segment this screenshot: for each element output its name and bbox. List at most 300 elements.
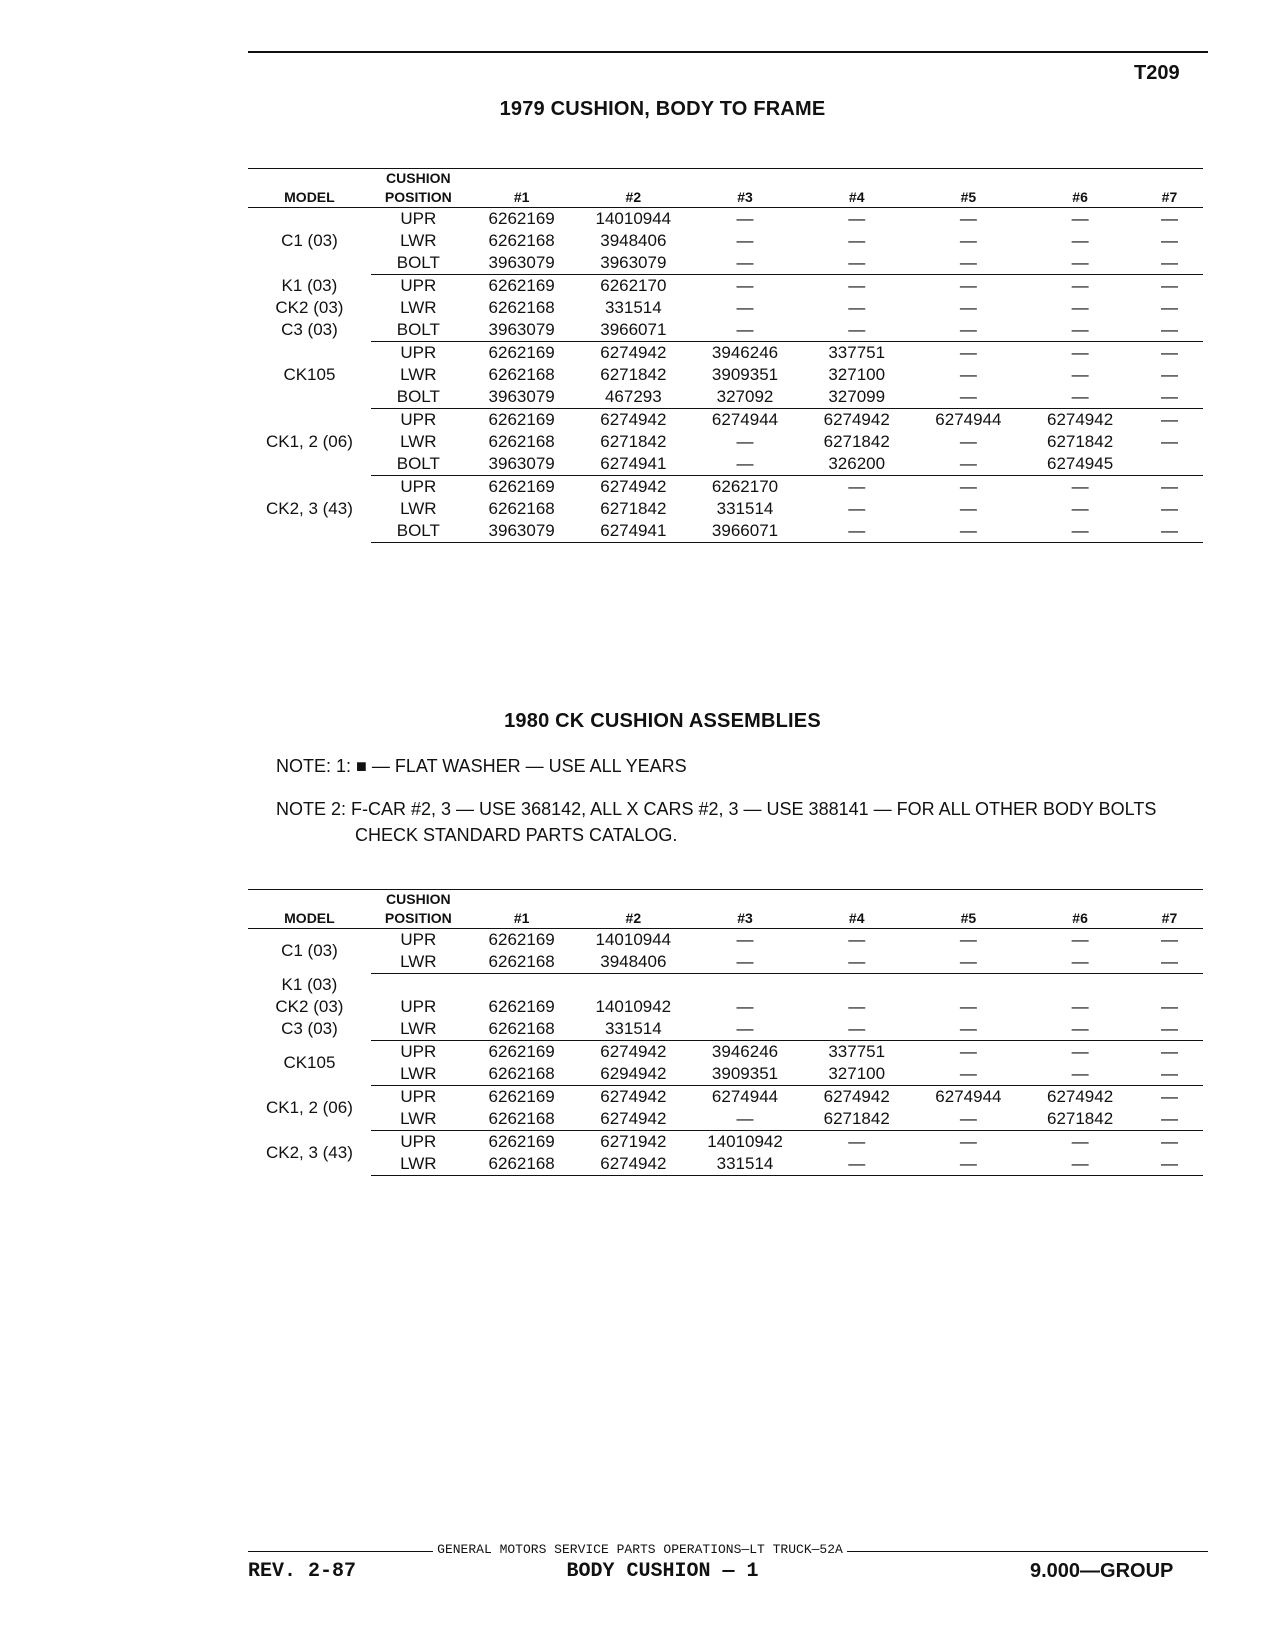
model-cell: [248, 208, 371, 275]
part-number: 6262169: [488, 276, 555, 295]
part-number: —: [1160, 432, 1178, 451]
part-number: —: [959, 365, 977, 384]
cushion-position: LWR: [371, 1108, 466, 1131]
part-number: —: [1071, 477, 1089, 496]
cushion-position: UPR: [400, 1132, 437, 1151]
header-blank: [1024, 169, 1136, 189]
part-number: 3963079: [466, 520, 578, 543]
part-number: 6274942: [1046, 410, 1114, 429]
table-row: [248, 1086, 1203, 1109]
part-number: 3966071: [689, 520, 801, 543]
part-number: —: [1160, 1087, 1178, 1106]
part-number: —: [1136, 1108, 1203, 1131]
part-number: —: [1024, 1018, 1136, 1041]
part-number: 6271842: [1024, 1108, 1136, 1131]
part-number: —: [1160, 298, 1178, 317]
part-number: 6262169: [488, 930, 555, 949]
part-number: —: [959, 930, 977, 949]
cushion-position: LWR: [371, 951, 466, 974]
table-row: [248, 386, 1203, 409]
model-name: CK1, 2 (06): [265, 432, 353, 451]
part-number: 3963079: [577, 252, 689, 275]
part-number: 3909351: [689, 1063, 801, 1086]
part-number: —: [1071, 1042, 1089, 1061]
part-number: —: [848, 231, 866, 250]
part-number: —: [1024, 319, 1136, 342]
part-number: 6262168: [488, 499, 555, 518]
table-row: [248, 520, 1203, 543]
part-number: 6271842: [823, 432, 890, 451]
model-name: CK105: [283, 1053, 336, 1072]
part-number: 6262169: [488, 477, 555, 496]
footer-publisher: [0, 1542, 1280, 1557]
header-row-1: [248, 890, 1203, 910]
part-number: 6274944: [711, 410, 779, 429]
model-name: K1 (03): [281, 276, 338, 295]
part-number: —: [801, 1153, 913, 1176]
header-col-7: #7: [1136, 909, 1203, 929]
table-row: [248, 498, 1203, 520]
part-number: 327100: [828, 365, 886, 384]
part-number: —: [1071, 997, 1089, 1016]
part-number: [577, 974, 689, 997]
model-group: [248, 1131, 1203, 1176]
cushion-position: UPR: [400, 1087, 437, 1106]
header-col-4: #4: [801, 188, 913, 208]
header-blank: [913, 890, 1025, 910]
part-number: 6262168: [488, 231, 555, 250]
part-number: —: [959, 298, 977, 317]
cushion-table-1980: [248, 889, 1203, 1176]
part-number: —: [1136, 1153, 1203, 1176]
part-number: —: [1024, 1153, 1136, 1176]
part-number: —: [736, 231, 754, 250]
part-number: 6262169: [488, 410, 555, 429]
part-number: 6262168: [466, 1153, 578, 1176]
part-number: 6294942: [577, 1063, 689, 1086]
model-group: [248, 342, 1203, 409]
part-number: 6274942: [600, 410, 667, 429]
model-name: CK2, 3 (43): [265, 499, 353, 518]
part-number: [466, 974, 578, 997]
cushion-position: BOLT: [371, 252, 466, 275]
footer-revision: REV. 2-87: [248, 1560, 357, 1583]
part-number: —: [1071, 343, 1089, 362]
part-number: —: [1160, 499, 1178, 518]
part-number: 3963079: [466, 319, 578, 342]
table-row: [248, 951, 1203, 974]
table-row: [248, 297, 1203, 319]
part-number: —: [736, 298, 754, 317]
header-col-5: #5: [913, 188, 1025, 208]
header-blank: [1024, 890, 1136, 910]
model-name: CK105: [283, 365, 336, 384]
table-row: [248, 364, 1203, 386]
model-group: [248, 476, 1203, 543]
part-number: —: [736, 432, 754, 451]
header-col-2: #2: [577, 909, 689, 929]
part-number: 467293: [577, 386, 689, 409]
part-number: —: [848, 298, 866, 317]
part-number: —: [1071, 209, 1089, 228]
part-number: —: [913, 1108, 1025, 1131]
top-rule: [248, 51, 1208, 53]
part-number: 6262169: [488, 997, 555, 1016]
model-group: [248, 1086, 1203, 1131]
part-number: 6274942: [577, 1153, 689, 1176]
part-number: —: [959, 1132, 977, 1151]
part-number: —: [1160, 1042, 1178, 1061]
part-number: 6262170: [711, 477, 779, 496]
part-number: —: [913, 252, 1025, 275]
part-number: 6274942: [823, 1087, 890, 1106]
header-model: MODEL: [248, 909, 371, 929]
header-col-2: #2: [577, 188, 689, 208]
part-number: —: [801, 319, 913, 342]
footer-publisher-text: GENERAL MOTORS SERVICE PARTS OPERATIONS—LT TRUCK—52A: [433, 1542, 847, 1557]
part-number: 6262170: [600, 276, 667, 295]
part-number: —: [913, 1153, 1025, 1176]
table-row: [248, 974, 1203, 997]
part-number: —: [736, 276, 754, 295]
part-number: [1136, 974, 1203, 997]
part-number: —: [959, 209, 977, 228]
part-number: 6274942: [600, 1042, 667, 1061]
part-number: —: [1160, 930, 1178, 949]
part-number: 6262169: [488, 1132, 555, 1151]
header-cushion: CUSHION: [371, 169, 466, 189]
part-number: —: [1136, 1063, 1203, 1086]
part-number: 6262168: [466, 951, 578, 974]
part-number: 3946246: [711, 343, 779, 362]
part-number: [1024, 974, 1136, 997]
part-number: —: [848, 930, 866, 949]
part-number: —: [1160, 276, 1178, 295]
part-number: 3966071: [577, 319, 689, 342]
part-number: —: [913, 520, 1025, 543]
cushion-position: UPR: [400, 930, 437, 949]
cushion-position: UPR: [400, 343, 437, 362]
header-position: POSITION: [371, 909, 466, 929]
model-cell: [248, 409, 371, 476]
header-col-6: #6: [1024, 909, 1136, 929]
part-number: —: [1024, 386, 1136, 409]
cushion-position: UPR: [400, 477, 437, 496]
cushion-position: LWR: [371, 1018, 466, 1041]
header-blank: [1136, 890, 1203, 910]
part-number: —: [1024, 1063, 1136, 1086]
part-number: 3909351: [711, 365, 779, 384]
header-model: MODEL: [248, 188, 371, 208]
part-number: —: [959, 231, 977, 250]
cushion-position: LWR: [371, 1153, 466, 1176]
header-blank: [801, 890, 913, 910]
page-code: T209: [1134, 62, 1180, 84]
part-number: —: [1071, 1132, 1089, 1151]
header-position: POSITION: [371, 188, 466, 208]
part-number: —: [1160, 231, 1178, 250]
table-row: [248, 1131, 1203, 1154]
note-2: NOTE 2: F-CAR #2, 3 — USE 368142, ALL X CARS #2, 3 — USE 388141 — FOR ALL OTHER BODY BOLTS: [276, 799, 1157, 819]
part-number: 327100: [801, 1063, 913, 1086]
model-cell: [248, 476, 371, 543]
part-number: 3948406: [600, 231, 667, 250]
part-number: 331514: [577, 1018, 689, 1041]
part-number: 6262168: [488, 298, 555, 317]
header-blank: [1136, 169, 1203, 189]
part-number: —: [1136, 1018, 1203, 1041]
part-number: —: [689, 1018, 801, 1041]
model-cell: [248, 1086, 371, 1131]
header-blank: [913, 169, 1025, 189]
part-number: —: [689, 319, 801, 342]
part-number: 6262168: [466, 1108, 578, 1131]
model-name: CK2, 3 (43): [265, 1143, 353, 1162]
part-number: —: [959, 1042, 977, 1061]
part-number: —: [913, 951, 1025, 974]
header-cushion: CUSHION: [371, 890, 466, 910]
part-number: 3946246: [711, 1042, 779, 1061]
part-number: —: [959, 997, 977, 1016]
part-number: —: [1071, 930, 1089, 949]
header-blank: [801, 169, 913, 189]
part-number: 6274945: [1024, 453, 1136, 476]
header-col-4: #4: [801, 909, 913, 929]
header-row-2: [248, 188, 1203, 208]
header-blank: [577, 890, 689, 910]
part-number: —: [959, 432, 977, 451]
cushion-table-1979: [248, 168, 1203, 543]
part-number: 327099: [801, 386, 913, 409]
cushion-position: LWR: [400, 432, 437, 451]
header-col-3: #3: [689, 909, 801, 929]
section2-title: 1980 CK CUSHION ASSEMBLIES: [504, 710, 821, 732]
part-number: —: [689, 951, 801, 974]
part-number: —: [1160, 410, 1178, 429]
part-number: 6262168: [466, 1018, 578, 1041]
footer-page-title: BODY CUSHION — 1: [566, 1560, 759, 1583]
part-number: —: [1160, 997, 1178, 1016]
section1-title: 1979 CUSHION, BODY TO FRAME: [499, 98, 826, 120]
part-number: 6271842: [801, 1108, 913, 1131]
header-col-1: #1: [466, 188, 578, 208]
model-cell: [248, 974, 371, 1041]
model-cell: [248, 275, 371, 342]
header-blank: [248, 890, 371, 910]
header-blank: [466, 890, 578, 910]
table-row: [248, 275, 1203, 298]
part-number: 6274942: [1046, 1087, 1114, 1106]
table-row: [248, 476, 1203, 499]
part-number: —: [959, 343, 977, 362]
part-number: 6274944: [935, 1087, 1002, 1106]
model-group: [248, 275, 1203, 342]
model-name: CK2 (03): [275, 298, 344, 317]
part-number: 6274941: [577, 453, 689, 476]
cushion-position: UPR: [400, 276, 437, 295]
cushion-position: BOLT: [371, 319, 466, 342]
part-number: 6271842: [600, 499, 667, 518]
part-number: —: [913, 453, 1025, 476]
part-number: 14010942: [595, 997, 672, 1016]
part-number: —: [848, 1132, 866, 1151]
part-number: —: [959, 477, 977, 496]
cushion-position: UPR: [400, 209, 437, 228]
note-1: NOTE: 1: ■ — FLAT WASHER — USE ALL YEARS: [276, 756, 687, 776]
part-number: —: [801, 951, 913, 974]
model-cell: [248, 929, 371, 974]
header-blank: [466, 169, 578, 189]
table-row: [248, 252, 1203, 275]
part-number: —: [913, 1063, 1025, 1086]
part-number: 6274942: [600, 477, 667, 496]
cushion-position: BOLT: [371, 520, 466, 543]
part-number: 6271842: [600, 365, 667, 384]
header-blank: [689, 169, 801, 189]
table-row: [248, 996, 1203, 1018]
cushion-position: LWR: [400, 365, 437, 384]
table-row: [248, 208, 1203, 231]
cushion-position: LWR: [400, 298, 437, 317]
model-name: C1 (03): [281, 231, 338, 251]
header-col-7: #7: [1136, 188, 1203, 208]
header-row-2: [248, 909, 1203, 929]
part-number: 6262168: [466, 1063, 578, 1086]
part-number: —: [1024, 252, 1136, 275]
part-number: —: [1136, 951, 1203, 974]
part-number: —: [1024, 520, 1136, 543]
part-number: —: [959, 276, 977, 295]
model-cell: [248, 1041, 371, 1086]
part-number: [1136, 453, 1203, 476]
part-number: 14010944: [595, 930, 672, 949]
part-number: —: [913, 386, 1025, 409]
model-group: [248, 1041, 1203, 1086]
table-row: [248, 1063, 1203, 1086]
table-row: [248, 453, 1203, 476]
part-number: [689, 974, 801, 997]
part-number: —: [1160, 209, 1178, 228]
cushion-position: LWR: [400, 231, 437, 250]
part-number: [913, 974, 1025, 997]
table-row: [248, 1041, 1203, 1064]
note-2-continued: CHECK STANDARD PARTS CATALOG.: [355, 825, 678, 845]
part-number: 6274942: [577, 1108, 689, 1131]
model-group: [248, 974, 1203, 1041]
part-number: 6271942: [600, 1132, 667, 1151]
table-row: [248, 431, 1203, 453]
part-number: 6274942: [600, 343, 667, 362]
cushion-position: UPR: [400, 997, 437, 1016]
table-row: [248, 929, 1203, 952]
cushion-position: [371, 974, 466, 997]
part-number: —: [848, 499, 866, 518]
part-number: —: [801, 520, 913, 543]
part-number: —: [1071, 365, 1089, 384]
part-number: [801, 974, 913, 997]
part-number: —: [848, 477, 866, 496]
model-name: C3 (03): [281, 320, 338, 339]
header-col-6: #6: [1024, 188, 1136, 208]
part-number: 6274944: [711, 1087, 779, 1106]
part-number: —: [1136, 386, 1203, 409]
model-cell: [248, 342, 371, 409]
model-name: K1 (03): [281, 975, 338, 994]
cushion-position: LWR: [371, 1063, 466, 1086]
part-number: 6274944: [935, 410, 1002, 429]
part-number: 6271842: [1046, 432, 1114, 451]
footer-group: 9.000—GROUP: [1030, 1560, 1174, 1582]
part-number: —: [1136, 319, 1203, 342]
cushion-position: UPR: [400, 1042, 437, 1061]
model-group: [248, 929, 1203, 974]
part-number: 6262169: [488, 343, 555, 362]
part-number: —: [848, 276, 866, 295]
part-number: 331514: [689, 1153, 801, 1176]
part-number: 6271842: [600, 432, 667, 451]
part-number: —: [689, 453, 801, 476]
part-number: —: [848, 209, 866, 228]
table-row: [248, 319, 1203, 342]
part-number: 3948406: [577, 951, 689, 974]
part-number: 6262168: [488, 432, 555, 451]
part-number: —: [913, 1018, 1025, 1041]
part-number: —: [801, 1018, 913, 1041]
part-number: —: [736, 930, 754, 949]
model-name: C1 (03): [281, 941, 338, 961]
cushion-position: BOLT: [371, 386, 466, 409]
part-number: —: [959, 499, 977, 518]
part-number: —: [1160, 365, 1178, 384]
part-number: 337751: [828, 1042, 886, 1061]
part-number: —: [1160, 343, 1178, 362]
part-number: —: [913, 319, 1025, 342]
part-number: 326200: [801, 453, 913, 476]
cushion-position: BOLT: [371, 453, 466, 476]
part-number: 6262169: [488, 209, 555, 228]
part-number: —: [736, 209, 754, 228]
part-number: 3963079: [466, 386, 578, 409]
table-row: [248, 1018, 1203, 1041]
part-number: 3963079: [466, 252, 578, 275]
part-number: 14010944: [595, 209, 672, 228]
table-row: [248, 409, 1203, 432]
part-number: 6262169: [488, 1087, 555, 1106]
part-number: —: [1136, 252, 1203, 275]
part-number: 6274942: [600, 1087, 667, 1106]
header-blank: [689, 890, 801, 910]
cushion-position: LWR: [400, 499, 437, 518]
header-col-3: #3: [689, 188, 801, 208]
part-number: 6274941: [577, 520, 689, 543]
model-group: [248, 208, 1203, 275]
cushion-position: UPR: [400, 410, 437, 429]
header-col-5: #5: [913, 909, 1025, 929]
part-number: —: [1160, 477, 1178, 496]
part-number: —: [1160, 1132, 1178, 1151]
part-number: 327092: [689, 386, 801, 409]
part-number: —: [1071, 276, 1089, 295]
part-number: 337751: [828, 343, 886, 362]
part-number: —: [1071, 499, 1089, 518]
part-number: —: [1136, 520, 1203, 543]
model-group: [248, 409, 1203, 476]
header-blank: [248, 169, 371, 189]
part-number: 331514: [716, 499, 774, 518]
table-row: [248, 1153, 1203, 1176]
part-number: —: [1071, 231, 1089, 250]
part-number: —: [1024, 951, 1136, 974]
